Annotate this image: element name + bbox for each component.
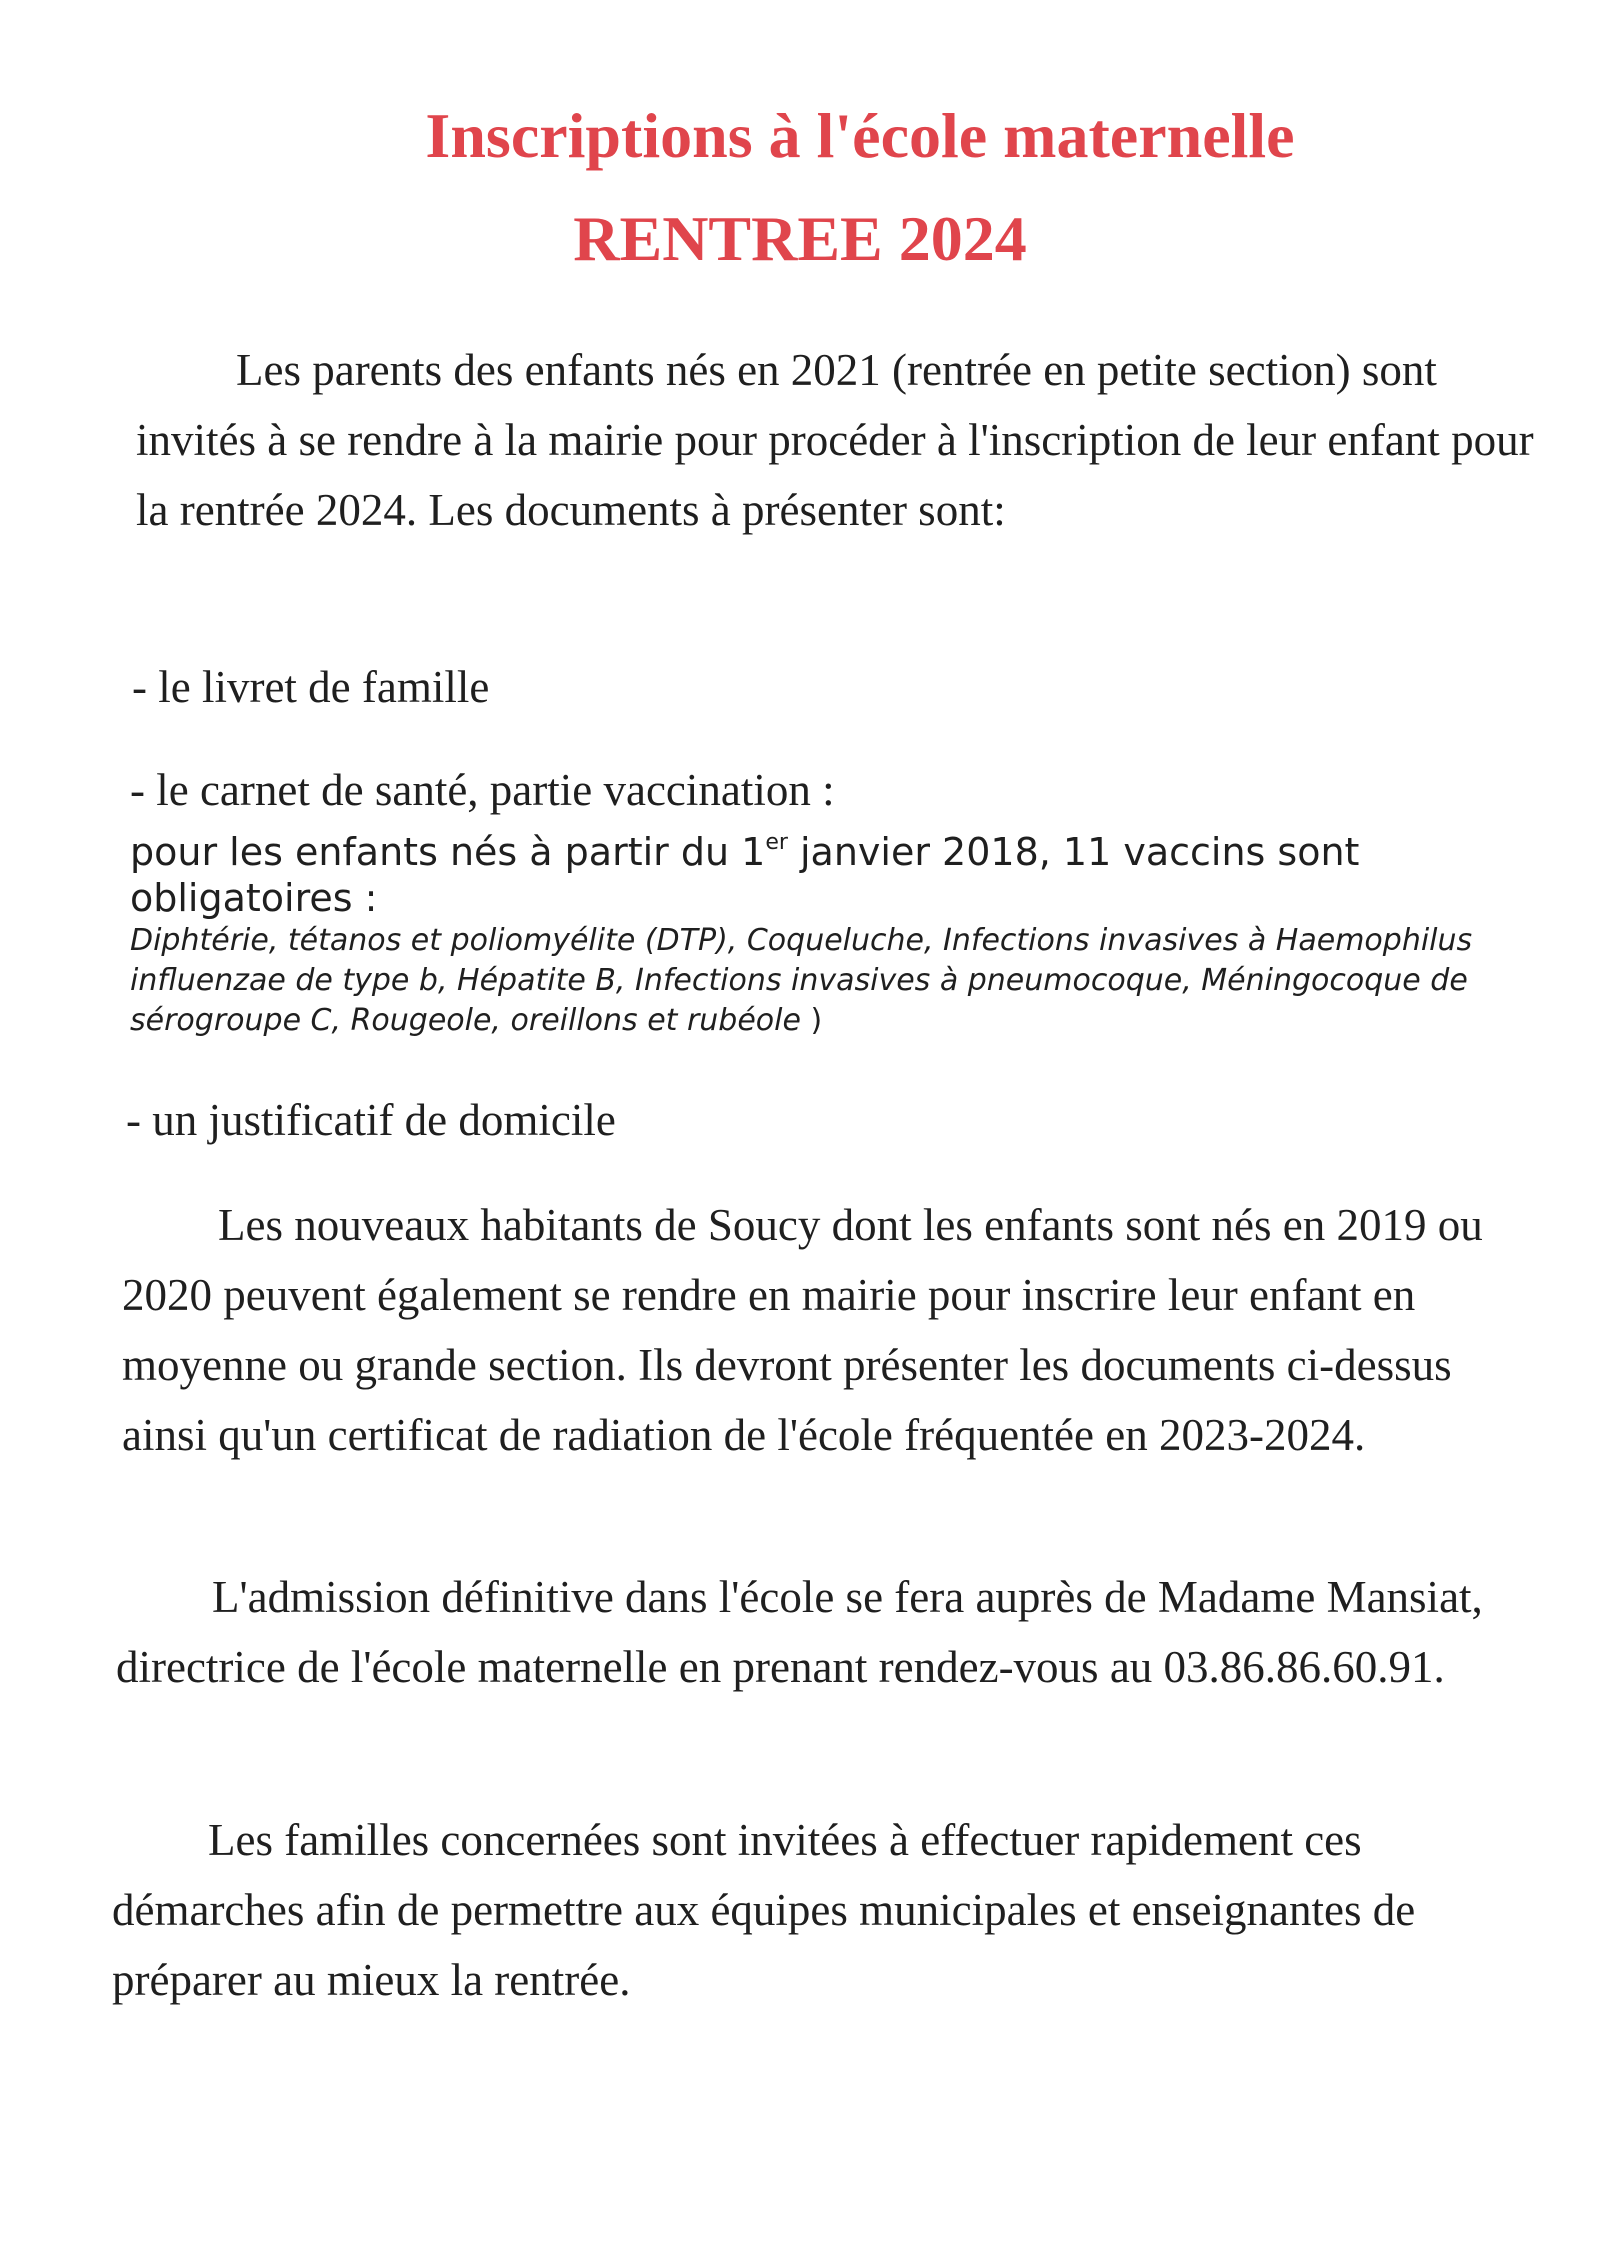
admission-paragraph: L'admission définitive dans l'école se fera auprès de Madame Mansiat, directrice de l'école maternelle en prenant rendez-vous au 03.86.86.60.91. xyxy=(116,1572,1483,1692)
document-item-health-record xyxy=(130,760,1530,1041)
page-title: Inscriptions à l'école maternelle xyxy=(425,100,1295,171)
document-item-family-booklet: - le livret de famille xyxy=(132,662,490,712)
vaccination-requirement-text-2: janvier 2018, 11 vaccins sont obligatoires : xyxy=(130,830,1360,920)
vaccination-requirement xyxy=(130,820,1530,921)
vaccine-list-text: Diphtérie, tétanos et poliomyélite (DTP), Coqueluche, Infections invasives à Haemophilus influenzae de type b, Hépatite B, Infections invasives à pneumocoque, Méningocoque de sérogroupe C, Rougeole, oreillons et rubéole xyxy=(130,923,1473,1038)
newcomers-paragraph: Les nouveaux habitants de Soucy dont les enfants sont nés en 2019 ou 2020 peuvent également se rendre en mairie pour inscrire leur enfant en moyenne ou grande section. Ils devront présenter les documents ci-dessus ainsi qu'un certificat de radiation de l'école fréquentée en 2023-2024. xyxy=(122,1200,1483,1460)
vaccination-requirement-text: pour les enfants nés à partir du 1 xyxy=(130,830,766,874)
vaccine-list-close: ) xyxy=(800,1003,823,1038)
closing-paragraph: Les familles concernées sont invitées à effectuer rapidement ces démarches afin de permettre aux équipes municipales et enseignantes de préparer au mieux la rentrée. xyxy=(112,1815,1416,2005)
document-item-proof-of-address: - un justificatif de domicile xyxy=(126,1095,616,1145)
health-record-lead: - le carnet de santé, partie vaccination : xyxy=(130,765,835,815)
vaccine-list xyxy=(130,921,1530,1041)
intro-paragraph: Les parents des enfants nés en 2021 (rentrée en petite section) sont invités à se rendre à la mairie pour procéder à l'inscription de leur enfant pour la rentrée 2024. Les documents à présenter sont: xyxy=(136,345,1534,535)
page-subtitle: RENTREE 2024 xyxy=(573,203,1027,274)
ordinal-superscript: er xyxy=(765,830,788,855)
